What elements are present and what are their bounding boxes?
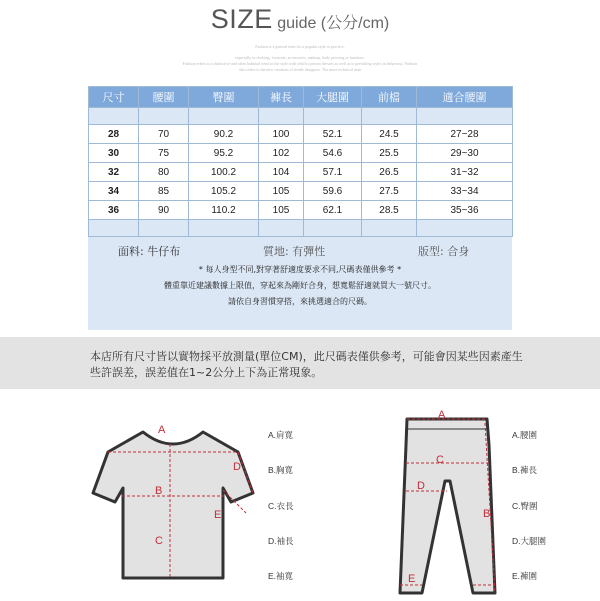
pants-letter: B	[483, 508, 491, 520]
table-cell: 100	[259, 125, 304, 144]
table-cell: 28.5	[362, 201, 417, 220]
shirt-letter: B	[155, 485, 163, 497]
material-row	[88, 240, 512, 260]
pants-letter: A	[438, 409, 446, 421]
shirt-letter: D	[233, 461, 241, 473]
table-cell: 100.2	[189, 163, 259, 182]
table-cell: 30	[89, 144, 139, 163]
shirt-letter: C	[155, 535, 163, 547]
texture-label: 質地: 有彈性	[263, 245, 326, 258]
table-cell: 27~28	[417, 125, 513, 144]
note-line: 體重靠近建議數據上限值，穿起來為剛好合身，想寬鬆舒適就買大一號尺寸。	[164, 281, 436, 290]
material-label: 面料: 牛仔布	[118, 245, 181, 258]
title-sub: guide (公分/cm)	[272, 15, 390, 32]
col-header: 臀圍	[189, 87, 259, 108]
table-cell: 80	[139, 163, 189, 182]
table-header-row	[89, 87, 513, 108]
page-title	[0, 4, 600, 35]
shirt-label: A.肩寬	[268, 430, 294, 440]
table-cell: 105.2	[189, 182, 259, 201]
shirt-letter: E	[214, 509, 222, 521]
table-cell: 57.1	[304, 163, 362, 182]
col-header: 尺寸	[89, 87, 139, 108]
subtext-line: also refers to the new creations of textile designers. The more technical term	[238, 67, 362, 72]
col-header: 大腿圍	[304, 87, 362, 108]
table-cell: 59.6	[304, 182, 362, 201]
shirt-label: B.胸寬	[268, 465, 294, 475]
table-row	[89, 201, 513, 220]
table-cell: 85	[139, 182, 189, 201]
table-cell: 34	[89, 182, 139, 201]
pants-letter: D	[417, 480, 425, 492]
table-row	[89, 125, 513, 144]
table-cell: 54.6	[304, 144, 362, 163]
shirt-letter: A	[158, 424, 166, 436]
subtext-line: Fashion is a general term for a popular style or practice,	[255, 44, 345, 49]
size-table	[88, 86, 513, 237]
shirt-label: D.袖長	[268, 536, 294, 546]
table-cell: 26.5	[362, 163, 417, 182]
table-cell: 70	[139, 125, 189, 144]
pants-label: E.褲圍	[512, 571, 538, 581]
table-cell: 105	[259, 201, 304, 220]
notes-block	[88, 262, 512, 310]
table-cell: 62.1	[304, 201, 362, 220]
pants-label: A.腰圍	[512, 430, 538, 440]
pants-letter: C	[436, 454, 444, 466]
table-cell: 28	[89, 125, 139, 144]
table-cell: 102	[259, 144, 304, 163]
table-cell: 35~36	[417, 201, 513, 220]
table-cell: 31~32	[417, 163, 513, 182]
title-main: SIZE	[210, 4, 273, 34]
col-header: 前檔	[362, 87, 417, 108]
pants-label: D.大腿圍	[512, 536, 547, 546]
table-cell: 24.5	[362, 125, 417, 144]
pants-label: C.臀圍	[512, 501, 538, 511]
col-header: 腰圍	[139, 87, 189, 108]
table-row	[89, 144, 513, 163]
fit-label: 版型: 合身	[418, 245, 470, 258]
shirt-label: E.袖寬	[268, 571, 294, 581]
table-cell: 95.2	[189, 144, 259, 163]
table-cell: 33~34	[417, 182, 513, 201]
size-table-panel	[88, 86, 512, 330]
table-cell: 29~30	[417, 144, 513, 163]
table-cell: 110.2	[189, 201, 259, 220]
table-cell: 36	[89, 201, 139, 220]
subtext-line: especially in clothing, footwear, accessories, makeup, body piercing or furniture.	[235, 55, 365, 60]
table-cell: 32	[89, 163, 139, 182]
tshirt-diagram	[88, 418, 258, 588]
shirt-label: C.衣長	[268, 501, 294, 511]
table-cell: 104	[259, 163, 304, 182]
note-line: * 每人身型不同,對穿著舒適度要求不同,尺碼表僅供參考 *	[198, 265, 402, 274]
pants-letter: E	[408, 573, 416, 585]
table-cell: 105	[259, 182, 304, 201]
table-cell: 75	[139, 144, 189, 163]
table-cell: 90.2	[189, 125, 259, 144]
col-header: 適合腰圍	[417, 87, 513, 108]
table-row	[89, 163, 513, 182]
table-cell: 52.1	[304, 125, 362, 144]
pants-diagram	[395, 405, 500, 600]
note-line: 請依自身習慣穿搭，來挑選適合的尺碼。	[228, 297, 372, 306]
table-cell: 27.5	[362, 182, 417, 201]
disclaimer-band	[0, 337, 600, 389]
table-cell: 90	[139, 201, 189, 220]
col-header: 褲長	[259, 87, 304, 108]
subtext-line: Fashion refers to a distinctive and often habitual trend in the style with which a person dresses as well as to prevailing styles in behaviour. Fashion	[182, 61, 418, 66]
table-cell: 25.5	[362, 144, 417, 163]
disclaimer-text: 本店所有尺寸皆以實物採平放測量(單位CM)，此尺碼表僅供參考，可能會因某些因素產生些許誤差，誤差值在1~2公分上下為正常現象。	[90, 350, 523, 379]
table-row	[89, 182, 513, 201]
pants-label: B.褲長	[512, 465, 538, 475]
